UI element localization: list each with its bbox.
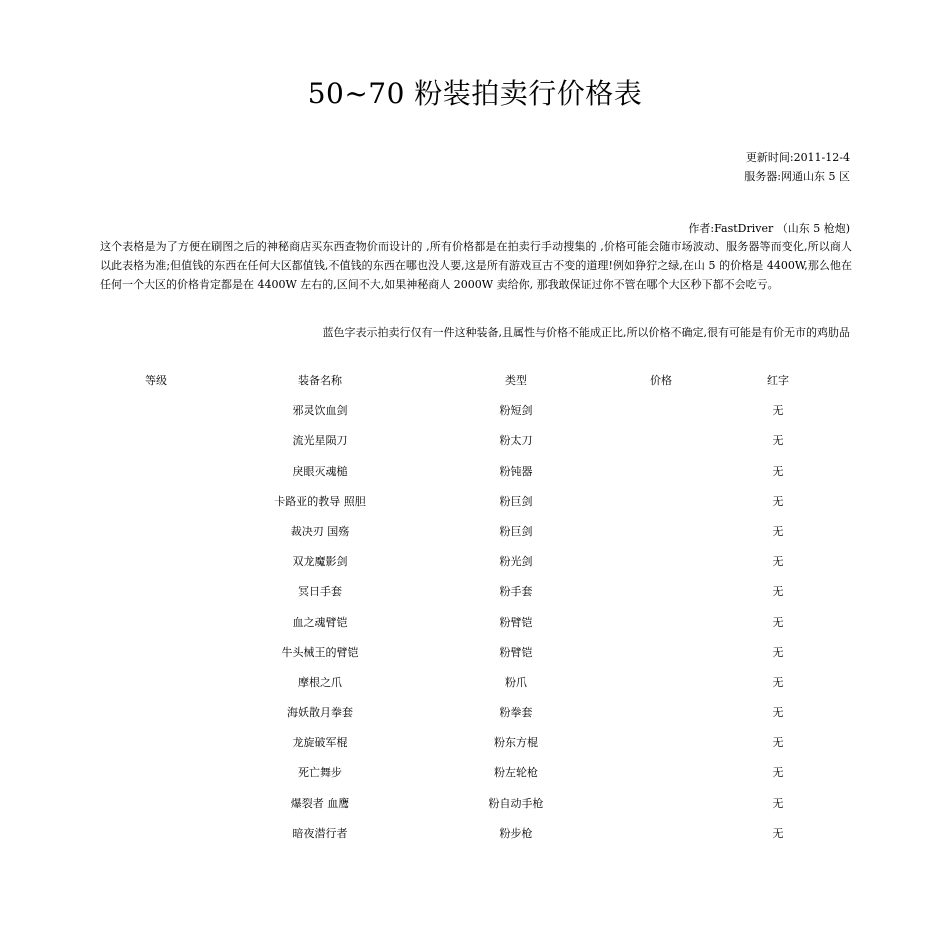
cell-name: 龙旋破军棍 bbox=[292, 736, 348, 750]
cell-type: 粉钝器 bbox=[499, 464, 533, 478]
cell-type: 粉巨剑 bbox=[499, 494, 533, 508]
cell-name: 暗夜潜行者 bbox=[292, 826, 348, 840]
table-row bbox=[0, 704, 950, 734]
table-row bbox=[0, 644, 950, 674]
cell-name: 邪灵饮血剑 bbox=[292, 404, 348, 418]
cell-red: 无 bbox=[772, 675, 784, 689]
table-row bbox=[0, 402, 950, 432]
header-type: 类型 bbox=[505, 374, 527, 387]
cell-type: 粉自动手枪 bbox=[488, 796, 544, 810]
cell-name: 流光星陨刀 bbox=[292, 434, 348, 448]
cell-name: 牛头械王的臂铠 bbox=[281, 645, 359, 659]
cell-name: 血之魂臂铠 bbox=[292, 615, 348, 629]
cell-name: 死亡舞步 bbox=[298, 766, 342, 780]
cell-red: 无 bbox=[772, 464, 784, 478]
cell-type: 粉手套 bbox=[499, 585, 533, 599]
cell-red: 无 bbox=[772, 404, 784, 418]
cell-name: 双龙魔影剑 bbox=[292, 555, 348, 569]
update-time: 更新时间:2011-12-4 bbox=[745, 151, 850, 164]
header-price: 价格 bbox=[650, 374, 672, 387]
table-row bbox=[0, 463, 950, 493]
cell-type: 粉巨剑 bbox=[499, 524, 533, 538]
author-info: 作者:FastDriver （山东 5 枪炮) bbox=[688, 222, 850, 235]
cell-red: 无 bbox=[772, 736, 784, 750]
cell-name: 冥日手套 bbox=[298, 585, 342, 599]
server-info: 服务器:网通山东 5 区 bbox=[744, 170, 850, 183]
cell-type: 粉爪 bbox=[505, 675, 527, 689]
cell-red: 无 bbox=[772, 706, 784, 720]
table-row bbox=[0, 734, 950, 764]
cell-red: 无 bbox=[772, 766, 784, 780]
table-row bbox=[0, 764, 950, 794]
cell-type: 粉光剑 bbox=[499, 555, 533, 569]
blue-text-note: 蓝色字表示拍卖行仅有一件这种装备,且属性与价格不能成正比,所以价格不确定,很有可能是有价无市的鸡肋品 bbox=[322, 326, 850, 339]
header-name: 装备名称 bbox=[298, 374, 342, 387]
cell-type: 粉臂铠 bbox=[499, 645, 533, 659]
intro-paragraph: 这个表格是为了方便在刷图之后的神秘商店买东西查物价而设计的 ,所有价格都是在拍卖行手动搜集的 ,价格可能会随市场波动、服务器等而变化,所以商人以此表格为准;但值钱的东西在任何大区都值钱,不值钱的东西在哪也没人要,这是所有游戏亘古不变的道理!例如狰狞之绿,在山 5 的价格是 4400W,那么他在任何一个大区的价格肯定都是在 4400W 左右的,区间不大,如果神秘商人 2000W 卖给你, 那我敢保证过你不管在哪个大区秒下都不会吃亏。 bbox=[100, 240, 852, 291]
cell-type: 粉太刀 bbox=[499, 434, 533, 448]
cell-red: 无 bbox=[772, 645, 784, 659]
page-title: 50~70 粉装拍卖行价格表 bbox=[307, 77, 643, 110]
header-level: 等级 bbox=[145, 374, 167, 387]
cell-name: 裁决刃 国殇 bbox=[290, 524, 350, 538]
cell-red: 无 bbox=[772, 796, 784, 810]
table-row bbox=[0, 432, 950, 462]
table-header-row bbox=[0, 372, 950, 402]
cell-red: 无 bbox=[772, 494, 784, 508]
table-row bbox=[0, 553, 950, 583]
cell-type: 粉拳套 bbox=[499, 706, 533, 720]
cell-type: 粉左轮枪 bbox=[494, 766, 538, 780]
table-row bbox=[0, 674, 950, 704]
table-row bbox=[0, 523, 950, 553]
cell-name: 戾眼灭魂槌 bbox=[292, 464, 348, 478]
cell-red: 无 bbox=[772, 826, 784, 840]
cell-type: 粉东方棍 bbox=[494, 736, 538, 750]
cell-red: 无 bbox=[772, 524, 784, 538]
table-row bbox=[0, 583, 950, 613]
cell-type: 粉臂铠 bbox=[499, 615, 533, 629]
header-red: 红字 bbox=[767, 374, 789, 387]
price-table bbox=[0, 372, 950, 855]
cell-type: 粉步枪 bbox=[499, 826, 533, 840]
cell-type: 粉短剑 bbox=[499, 404, 533, 418]
cell-name: 卡路亚的教导 照胆 bbox=[274, 494, 366, 508]
table-row bbox=[0, 795, 950, 825]
cell-red: 无 bbox=[772, 555, 784, 569]
table-row bbox=[0, 493, 950, 523]
table-row bbox=[0, 825, 950, 855]
cell-name: 海妖散月拳套 bbox=[287, 706, 353, 720]
cell-red: 无 bbox=[772, 434, 784, 448]
table-body bbox=[0, 402, 950, 855]
table-row bbox=[0, 614, 950, 644]
cell-red: 无 bbox=[772, 585, 784, 599]
cell-name: 摩根之爪 bbox=[298, 675, 342, 689]
cell-name: 爆裂者 血鹰 bbox=[290, 796, 350, 810]
cell-red: 无 bbox=[772, 615, 784, 629]
